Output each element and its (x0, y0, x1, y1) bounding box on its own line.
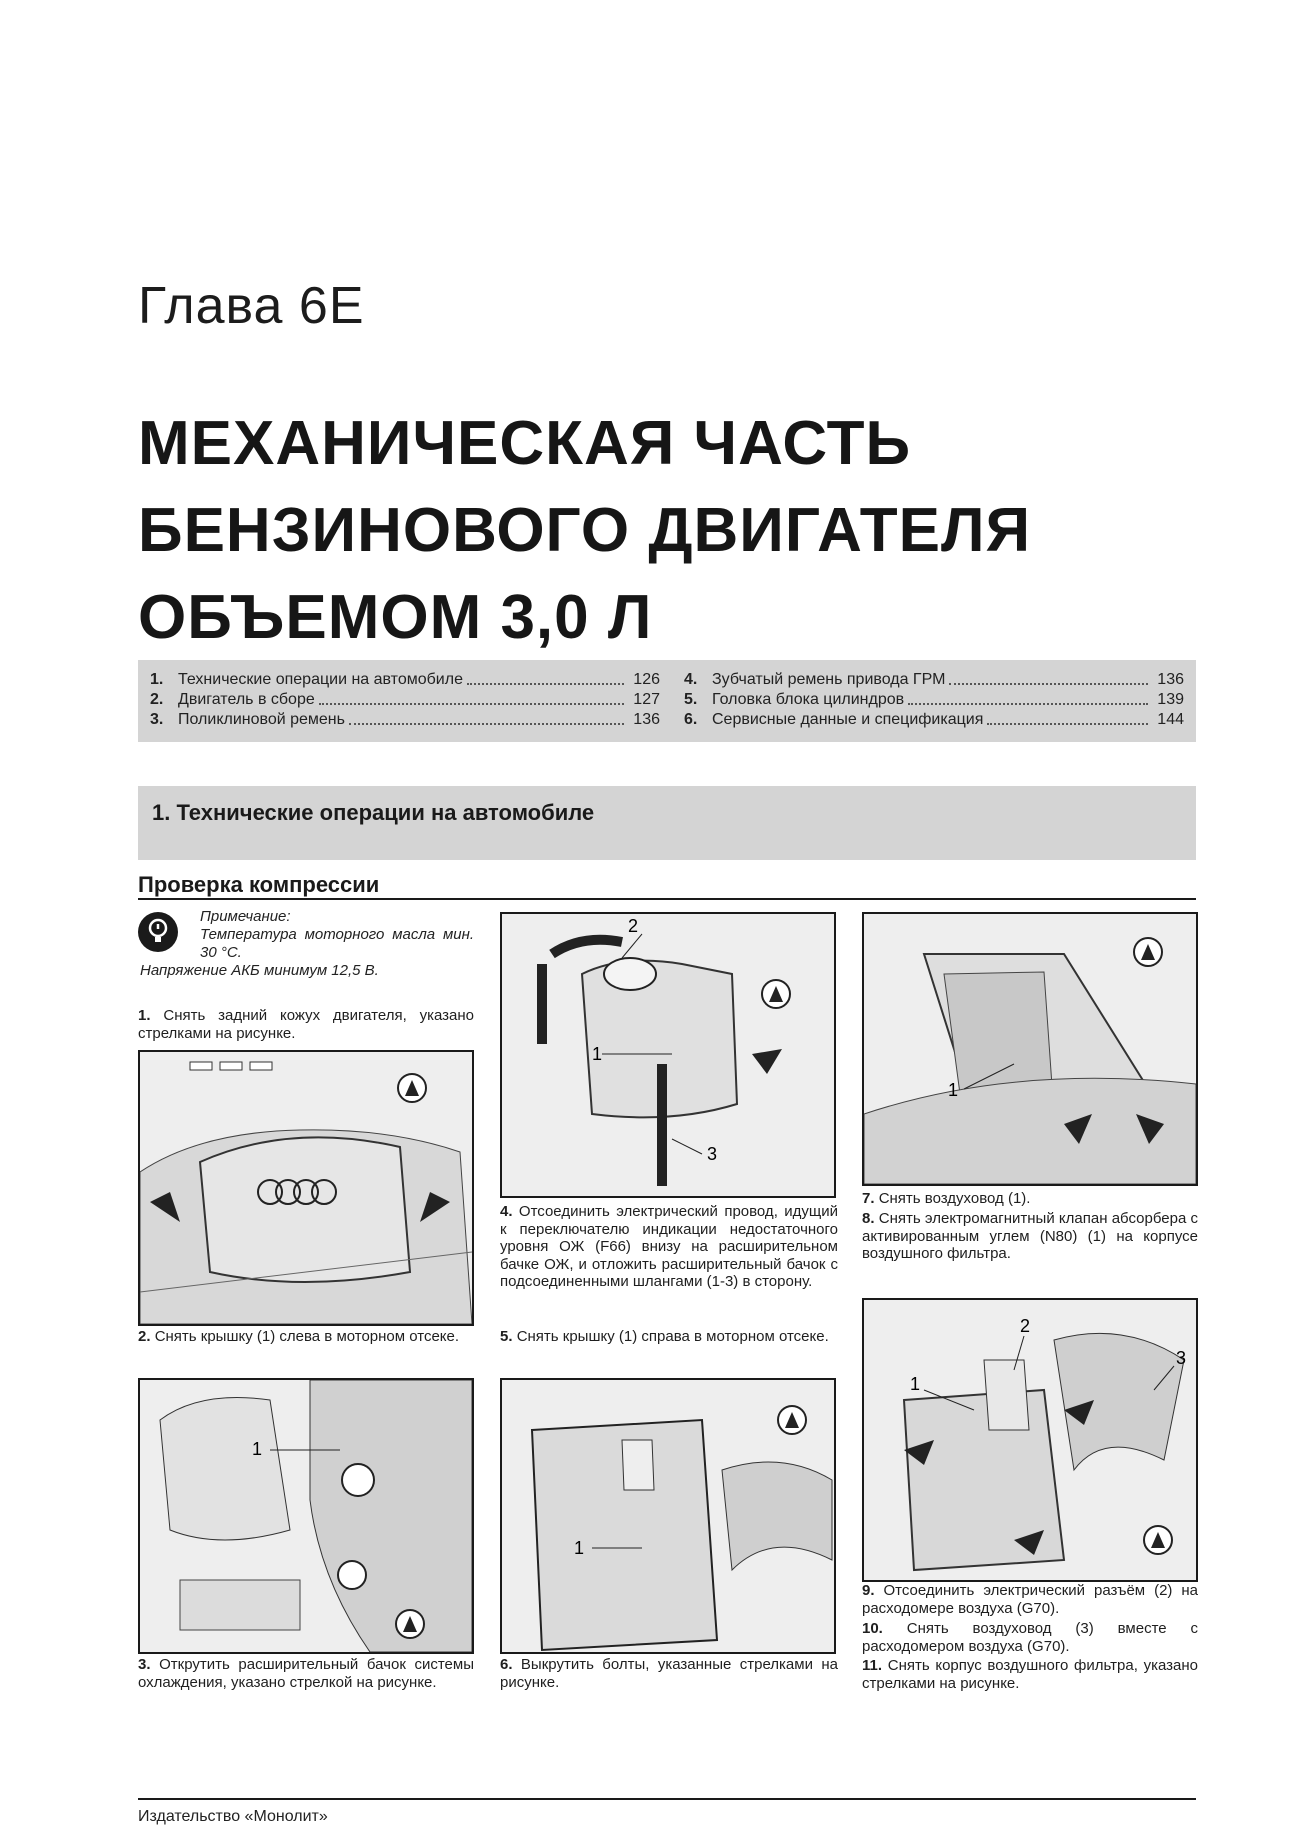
title-line-3: ОБЪЕМОМ 3,0 Л (138, 583, 653, 652)
figure-right-cover (500, 1378, 836, 1654)
callout-label: 2 (1020, 1316, 1031, 1336)
warning-icon (138, 912, 178, 952)
subsection-header (138, 872, 1196, 900)
figure-air-flow-meter (862, 1298, 1198, 1582)
chapter-title (138, 400, 1031, 661)
note (140, 908, 474, 980)
title-line-1: МЕХАНИЧЕСКАЯ ЧАСТЬ (138, 409, 912, 478)
step-9: 9. Отсоединить электрический разъём (2) на расходомере воздуха (G70). (862, 1582, 1198, 1617)
toc-item[interactable]: 2. Двигатель в сборе 127 (150, 691, 660, 708)
figure-engine-cover (138, 1050, 474, 1326)
step-5: 5. Снять крышку (1) справа в моторном отсеке. (500, 1328, 829, 1345)
table-of-contents (138, 660, 1196, 742)
subsection-title: Проверка компрессии (138, 872, 380, 897)
toc-item[interactable]: 6. Сервисные данные и спецификация 144 (684, 711, 1184, 728)
section-title: 1. Технические операции на автомобиле (152, 800, 595, 825)
callout-label: 3 (707, 1144, 718, 1164)
step-3: 3. Открутить расширительный бачок системы охлаждения, указано стрелкой на рисунке. (138, 1656, 474, 1691)
callout-label: 1 (592, 1044, 603, 1064)
chapter-label: Глава 6Е (138, 277, 365, 335)
publisher-footer: Издательство «Монолит» (138, 1808, 328, 1825)
toc-item[interactable]: 3. Поликлиновой ремень 136 (150, 711, 660, 728)
figure-air-duct (862, 912, 1198, 1186)
figure-expansion-tank (500, 912, 836, 1198)
toc-item[interactable]: 1. Технические операции на автомобиле 126 (150, 671, 660, 688)
callout-label: 3 (1176, 1348, 1187, 1368)
toc-item[interactable]: 4. Зубчатый ремень привода ГРМ 136 (684, 671, 1184, 688)
callout-label: 2 (628, 916, 639, 936)
title-line-2: БЕНЗИНОВОГО ДВИГАТЕЛЯ (138, 496, 1032, 565)
section-header (138, 786, 1196, 860)
step-6: 6. Выкрутить болты, указанные стрелками на рисунке. (500, 1656, 838, 1691)
callout-label: 1 (252, 1439, 263, 1459)
note-line-2: Напряжение АКБ минимум 12,5 В. (140, 962, 379, 979)
step-4: 4. Отсоединить электрический провод, идущий к переключателю индикации недостаточного уровня ОЖ (F66) внизу на расширительном бачке ОЖ, и отложить расширительный бачок с подсоединенными шлангами (1-3) в сторону. (500, 1203, 838, 1290)
step-11: 11. Снять корпус воздушного фильтра, указано стрелками на рисунке. (862, 1657, 1198, 1692)
step-10: 10. Снять воздуховод (3) вместе с расходомером воздуха (G70). (862, 1620, 1198, 1655)
note-heading: Примечание: (200, 908, 291, 925)
callout-label: 1 (948, 1080, 959, 1100)
toc-item[interactable]: 5. Головка блока цилиндров 139 (684, 691, 1184, 708)
figure-coolant-tank (138, 1378, 474, 1654)
callout-label: 1 (910, 1374, 921, 1394)
note-line-1: Температура моторного масла мин. 30 °C. (200, 926, 474, 961)
callout-label: 1 (574, 1538, 585, 1558)
step-1: 1. Снять задний кожух двигателя, указано стрелками на рисунке. (138, 1007, 474, 1042)
step-7: 7. Снять воздуховод (1). (862, 1190, 1031, 1207)
footer-divider (138, 1798, 1196, 1800)
step-2: 2. Снять крышку (1) слева в моторном отсеке. (138, 1328, 460, 1345)
step-8: 8. Снять электромагнитный клапан абсорбера с активированным углем (N80) (1) на корпусе воздушного фильтра. (862, 1210, 1199, 1262)
